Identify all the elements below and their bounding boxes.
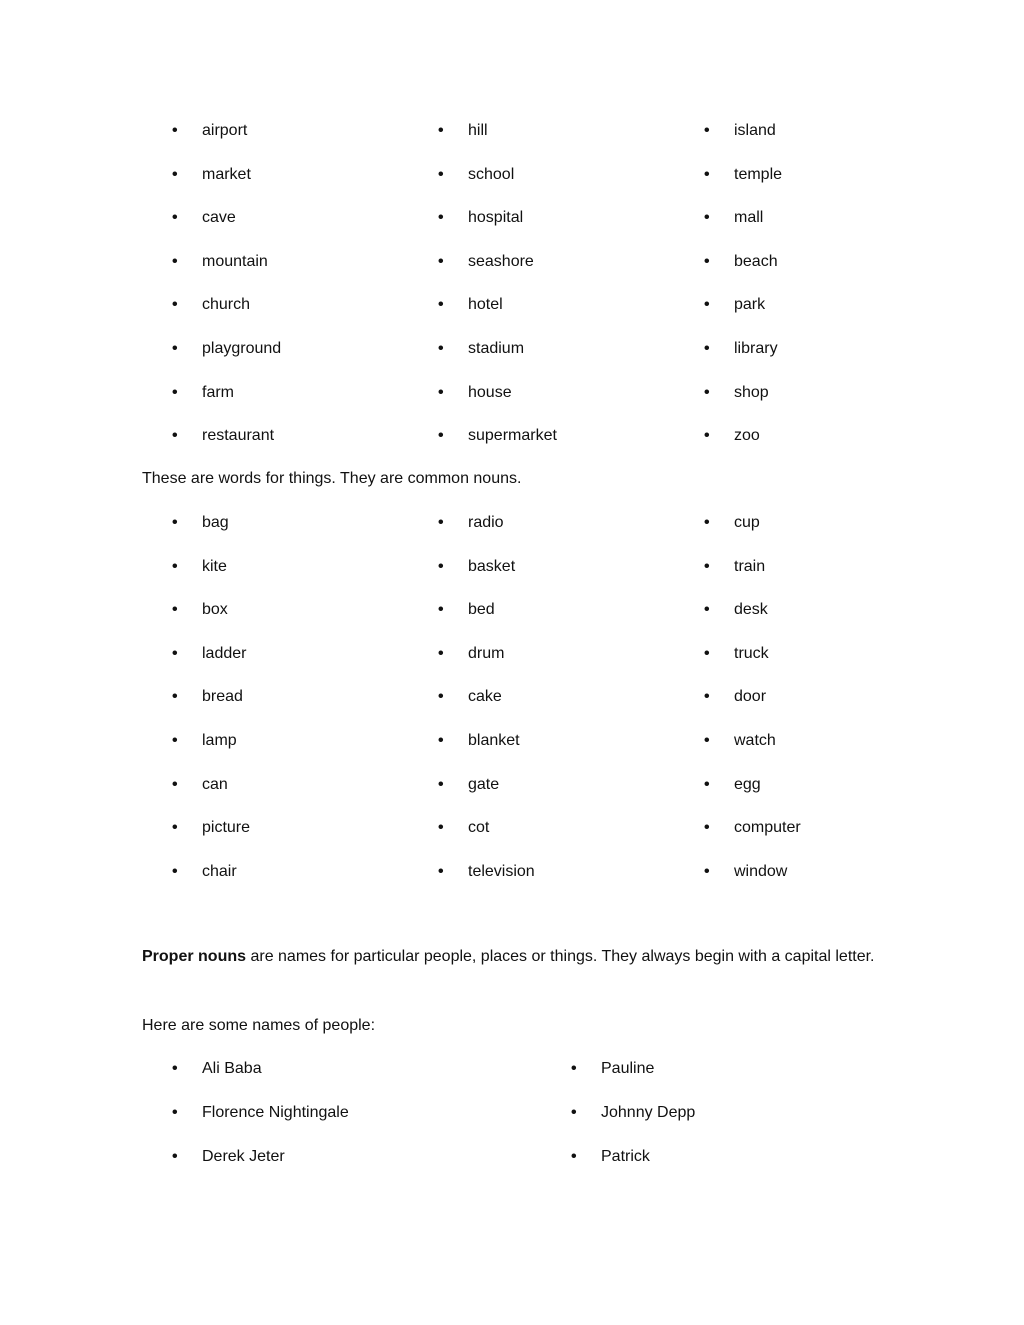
place-item-text: restaurant [202,427,275,445]
thing-item-text: cake [468,688,502,706]
bullet-icon: • [704,731,710,749]
thing-item-text: door [734,688,767,706]
thing-item-text: picture [202,819,251,837]
bullet-icon: • [704,819,710,837]
bullet-icon: • [172,1104,178,1121]
bullet-icon: • [704,644,710,662]
person-item-text: Derek Jeter [202,1148,285,1165]
bullet-icon: • [704,209,710,227]
bullet-icon: • [172,427,178,445]
person-item-text: Johnny Depp [601,1104,696,1121]
place-item-text: hotel [468,296,503,314]
bullet-icon: • [172,296,178,314]
bullet-icon: • [438,339,444,357]
bullet-icon: • [172,339,178,357]
bullet-icon: • [172,775,178,793]
bullet-icon: • [438,514,444,531]
people-intro: Here are some names of people: [142,1017,376,1034]
place-item-text: zoo [734,427,760,445]
bullet-icon: • [172,688,178,706]
bullet-icon: • [172,209,178,227]
thing-item-text: egg [734,775,761,793]
place-item-text: house [468,383,512,401]
thing-item-text: bag [202,514,229,531]
place-item-text: supermarket [468,427,557,445]
bullet-icon: • [438,252,444,270]
place-item-text: library [734,339,778,357]
bullet-icon: • [704,252,710,270]
bullet-icon: • [438,775,444,793]
bullet-icon: • [438,731,444,749]
place-item-text: market [202,165,251,183]
bullet-icon: • [704,165,710,183]
bullet-icon: • [704,775,710,793]
person-item-text: Patrick [601,1148,650,1165]
bullet-icon: • [704,339,710,357]
bullet-icon: • [438,296,444,314]
bullet-icon: • [704,557,710,575]
bullet-icon: • [704,688,710,706]
bullet-icon: • [438,427,444,445]
person-item-text: Pauline [601,1060,655,1077]
thing-item-text: desk [734,601,768,619]
bullet-icon: • [172,601,178,619]
bullet-icon: • [172,383,178,401]
bullet-icon: • [438,819,444,837]
proper-nouns-term: Proper nouns [142,948,247,965]
thing-item-text: train [734,557,766,575]
bullet-icon: • [571,1060,577,1077]
place-item-text: school [468,165,515,183]
thing-item-text: box [202,601,228,619]
thing-item-text: bread [202,688,243,706]
bullet-icon: • [438,557,444,575]
bullet-icon: • [438,122,444,139]
bullet-icon: • [438,862,444,880]
bullet-icon: • [172,731,178,749]
person-item-text: Florence Nightingale [202,1104,349,1121]
bullet-icon: • [172,819,178,837]
place-item-text: hospital [468,209,524,227]
thing-item-text: kite [202,557,227,575]
place-item-text: temple [734,165,783,183]
bullet-icon: • [704,514,710,531]
place-item-text: stadium [468,339,525,357]
thing-item-text: ladder [202,644,247,662]
bullet-icon: • [704,383,710,401]
common-nouns-intro: These are words for things. They are common nouns. [142,470,522,487]
bullet-icon: • [571,1104,577,1121]
place-item-text: farm [202,383,234,401]
bullet-icon: • [704,601,710,619]
place-item-text: mall [734,209,764,227]
bullet-icon: • [438,383,444,401]
thing-item-text: blanket [468,731,520,749]
bullet-icon: • [172,122,178,139]
thing-item-text: watch [734,731,776,749]
place-item-text: cave [202,209,236,227]
thing-item-text: cup [734,514,760,531]
place-item-text: shop [734,383,769,401]
person-item-text: Ali Baba [202,1060,262,1077]
place-item-text: island [734,122,776,139]
place-item-text: park [734,296,766,314]
place-item-text: beach [734,252,778,270]
thing-item-text: radio [468,514,504,531]
thing-item-text: truck [734,644,769,662]
place-item-text: church [202,296,251,314]
bullet-icon: • [704,862,710,880]
proper-nouns-definition-text: are names for particular people, places or things. They always begin with a capital letter. [246,948,875,965]
bullet-icon: • [172,165,178,183]
thing-item-text: bed [468,601,495,619]
thing-item-text: lamp [202,731,237,749]
thing-item-text: can [202,775,228,793]
bullet-icon: • [571,1148,577,1165]
bullet-icon: • [172,557,178,575]
thing-item-text: gate [468,775,500,793]
thing-item-text: window [734,862,788,880]
thing-item-text: chair [202,862,237,880]
proper-nouns-definition [142,944,881,970]
bullet-icon: • [438,688,444,706]
bullet-icon: • [172,252,178,270]
thing-item-text: drum [468,644,505,662]
bullet-icon: • [172,862,178,880]
place-item-text: hill [468,122,488,139]
thing-item-text: cot [468,819,490,837]
place-item-text: airport [202,122,248,139]
place-item-text: mountain [202,252,268,270]
bullet-icon: • [172,1060,178,1077]
thing-item-text: basket [468,557,516,575]
bullet-icon: • [438,644,444,662]
bullet-icon: • [172,1148,178,1165]
place-item-text: seashore [468,252,534,270]
bullet-icon: • [438,209,444,227]
bullet-icon: • [704,122,710,139]
bullet-icon: • [172,514,178,531]
bullet-icon: • [704,427,710,445]
bullet-icon: • [438,601,444,619]
place-item-text: playground [202,339,282,357]
bullet-icon: • [704,296,710,314]
bullet-icon: • [438,165,444,183]
thing-item-text: computer [734,819,801,837]
bullet-icon: • [172,644,178,662]
thing-item-text: television [468,862,535,880]
